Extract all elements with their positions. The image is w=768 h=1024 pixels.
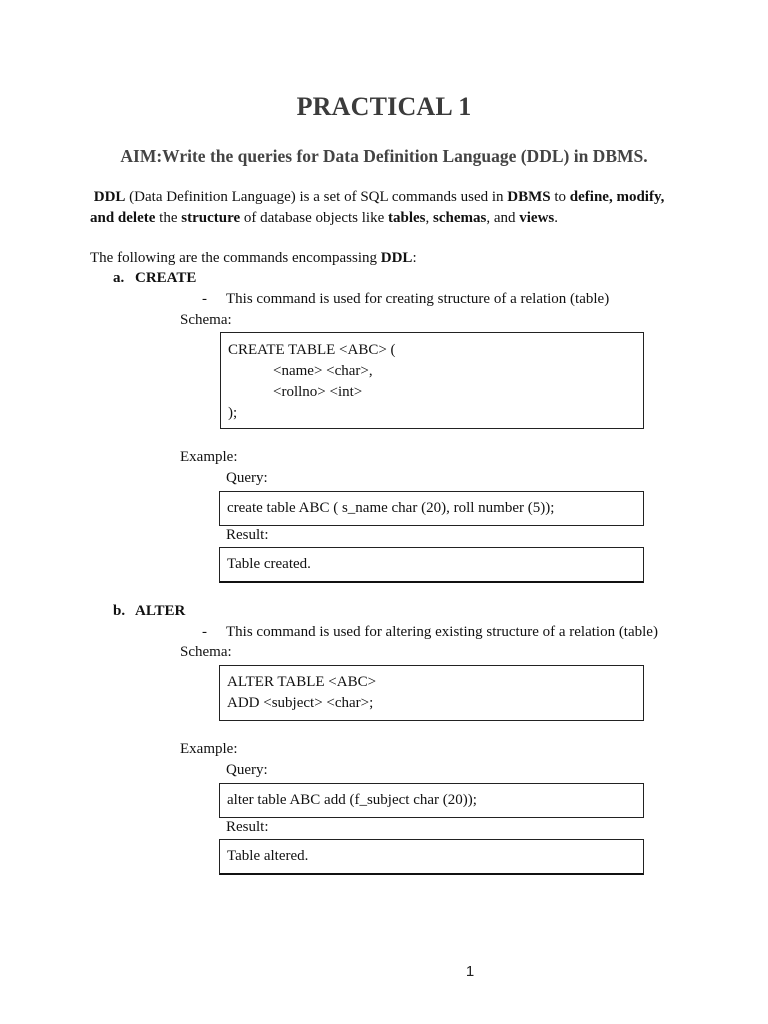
commands-intro-text: The following are the commands encompassing <box>90 250 381 266</box>
intro-views: views <box>519 210 555 226</box>
create-schema-box <box>220 332 644 429</box>
create-schema-line: ); <box>228 405 238 421</box>
intro-text-4: of database objects like <box>240 210 388 226</box>
intro-schemas: schemas <box>433 210 487 226</box>
alter-description-text: This command is used for altering existing structure of a relation (table) <box>226 624 658 640</box>
alter-example-label: Example: <box>180 741 238 757</box>
page-title: PRACTICAL 1 <box>296 92 472 121</box>
alter-query-text: alter table ABC add (f_subject char (20)); <box>227 792 477 808</box>
intro-structure: structure <box>181 210 241 226</box>
intro-dbms: DBMS <box>507 189 551 205</box>
section-alter-title: ALTER <box>135 603 186 619</box>
create-dash: - <box>202 291 207 307</box>
create-query-label: Query: <box>226 470 268 486</box>
create-example-label: Example: <box>180 449 238 465</box>
alter-schema-label: Schema: <box>180 644 232 660</box>
alter-schema-line: ADD <subject> <char>; <box>227 695 374 711</box>
alter-result-label: Result: <box>226 819 269 835</box>
commands-intro <box>90 248 417 269</box>
create-schema-line: <name> <char>, <box>273 363 373 379</box>
alter-dash: - <box>202 624 207 640</box>
alter-query-box <box>219 783 644 818</box>
intro-tables: tables <box>388 210 426 226</box>
intro-text-3: the <box>155 210 182 226</box>
intro-text-6: , and <box>486 210 520 226</box>
create-schema-line: CREATE TABLE <ABC> ( <box>228 342 396 358</box>
section-create-letter: a. <box>113 270 125 286</box>
intro-define-modify: define, modify, <box>569 189 665 205</box>
alter-query-label: Query: <box>226 762 268 778</box>
intro-text-7: . <box>554 210 558 226</box>
create-result-label: Result: <box>226 527 269 543</box>
create-result-text: Table created. <box>227 556 311 572</box>
create-schema-line: <rollno> <int> <box>273 384 363 400</box>
section-create-heading <box>113 270 196 287</box>
create-schema-label: Schema: <box>180 312 232 328</box>
section-alter-letter: b. <box>113 603 126 619</box>
aim-heading: AIM:Write the queries for Data Definition Language (DDL) in DBMS. <box>120 146 648 166</box>
create-query-text: create table ABC ( s_name char (20), roll number (5)); <box>227 500 555 516</box>
section-alter-heading <box>113 603 185 620</box>
intro-paragraph <box>90 187 690 229</box>
alter-description <box>202 624 658 641</box>
page-number: 1 <box>465 963 475 980</box>
alter-schema-line: ALTER TABLE <ABC> <box>227 674 377 690</box>
create-result-box <box>219 547 644 583</box>
intro-ddl: DDL <box>93 189 126 205</box>
alter-result-box <box>219 839 644 875</box>
create-description <box>202 291 609 308</box>
alter-result-text: Table altered. <box>227 848 309 864</box>
section-create-title: CREATE <box>135 270 197 286</box>
create-query-box <box>219 491 644 526</box>
intro-text-5: , <box>425 210 433 226</box>
intro-text-1: (Data Definition Language) is a set of SQL commands used in <box>125 189 508 205</box>
commands-intro-colon: : <box>412 250 417 266</box>
commands-intro-ddl: DDL <box>380 250 413 266</box>
create-description-text: This command is used for creating structure of a relation (table) <box>226 291 610 307</box>
intro-and-delete: and delete <box>90 210 156 226</box>
alter-schema-box <box>219 665 644 721</box>
intro-text-2: to <box>550 189 570 205</box>
